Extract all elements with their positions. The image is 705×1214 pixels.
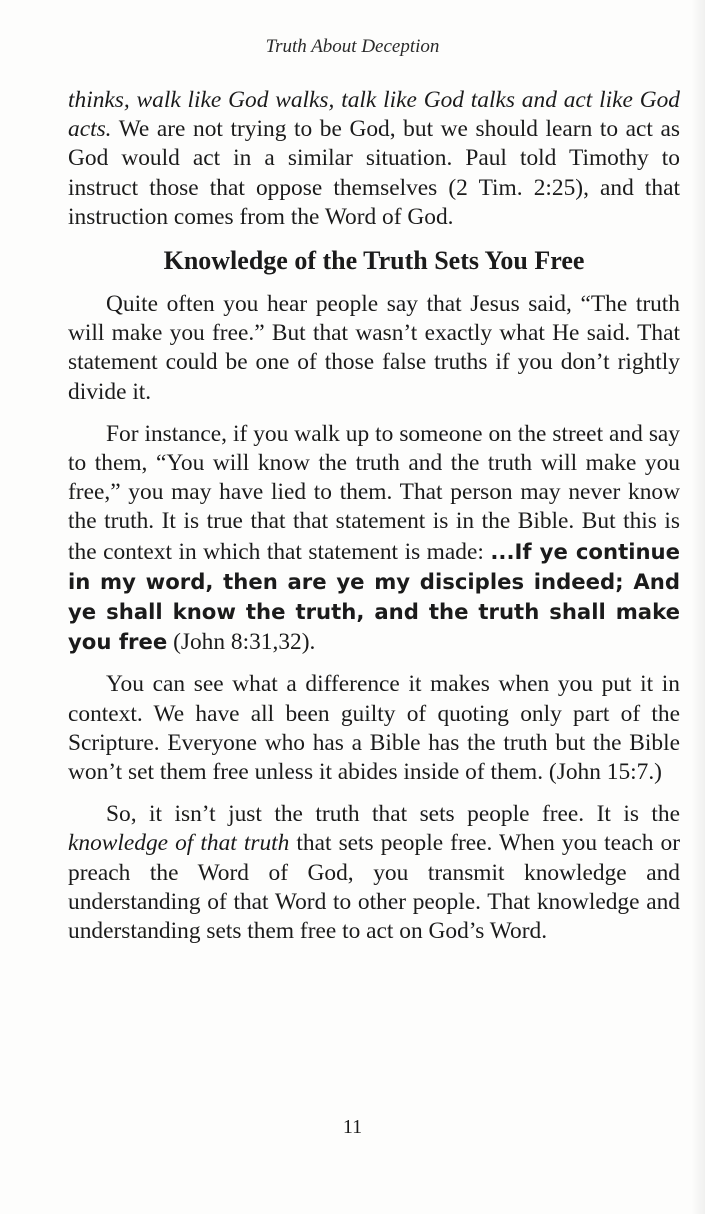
paragraph-4-text: You can see what a difference it makes when you put it in context. We have all been guilty of quoting only part of the Scripture. Everyone who has a Bible has the truth but the Bible won’t set them free unless it abides inside of them. (John 15:7.): [68, 671, 680, 786]
paragraph-3-text: For instance, if you walk up to someone on the street and say to them, “You will know the truth and the truth will make you free,” you may have lied to them. That person may never know the truth. It is true that that statement is in the Bible. But this is the context in which that statement is made:: [68, 420, 680, 565]
paragraph-1-text: We are not trying to be God, but we should learn to act as God would act in a similar situation. Paul told Timothy to instruct those that oppose themselves (2 Tim. 2:25), and that instruction comes from the Word of God.: [68, 116, 680, 230]
paragraph-5-italic: knowledge of that truth: [68, 830, 290, 857]
paragraph-5-text-b: that sets people free. When you teach or preach the Word of God, you transmit knowledge and understanding of that Word to other people. That knowledge and understanding sets them free to act on God’s Word.: [68, 830, 680, 945]
paragraph-2: [68, 290, 680, 407]
section-heading: Knowledge of the Truth Sets You Free: [163, 246, 585, 276]
paragraph-3-citation: (John 8:31,32).: [167, 629, 316, 656]
page-edge-shadow: [691, 0, 705, 1214]
paragraph-2-text: Quite often you hear people say that Jesus said, “The truth will make you free.” But that wasn’t exactly what He said. That statement could be one of those false truths if you don’t rightly divide it.: [68, 291, 680, 405]
paragraph-5-text-a: So, it isn’t just the truth that sets people free. It is the: [106, 801, 680, 828]
page-number: 11: [342, 1116, 363, 1138]
page-body: [68, 86, 680, 959]
paragraph-1-italic: thinks, walk like God walks, talk like God talks and act like God acts.: [68, 87, 680, 143]
paragraph-3: [68, 420, 680, 658]
paragraph-5: [68, 800, 680, 946]
paragraph-1: [68, 86, 680, 232]
scripture-quote-john-8: ...If ye continue in my word, then are ye my disciples indeed; And ye shall know the truth, and the truth shall make you free: [68, 538, 680, 655]
running-head: Truth About Deception: [265, 36, 440, 57]
paragraph-4: [68, 670, 680, 787]
